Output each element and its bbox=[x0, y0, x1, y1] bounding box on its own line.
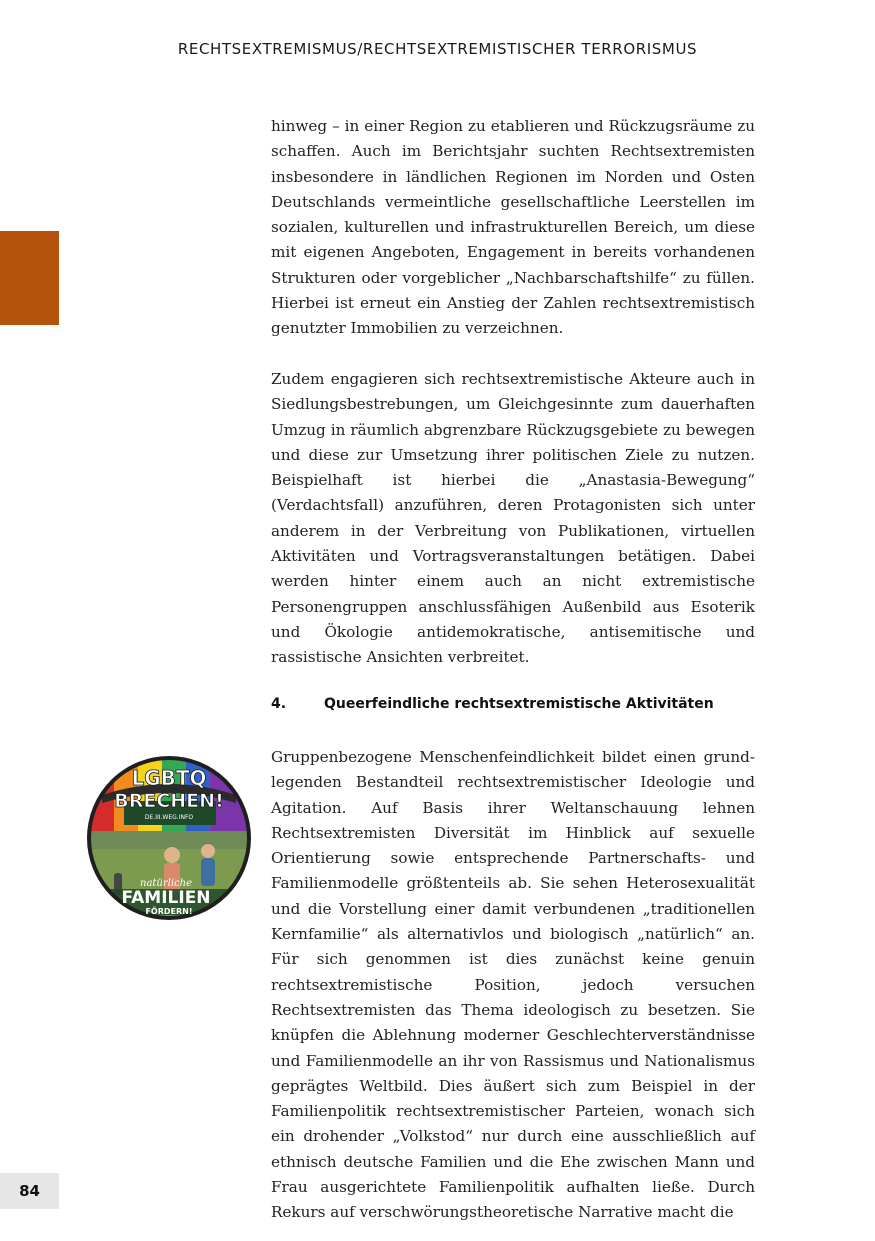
chapter-color-tab bbox=[0, 231, 59, 325]
page-number: 84 bbox=[0, 1173, 59, 1209]
sticker-line-5: FAMILIEN bbox=[121, 888, 211, 908]
sticker-line-2: BRECHEN! bbox=[114, 790, 224, 812]
sticker-line-4: natürliche bbox=[140, 878, 192, 889]
paragraph-1: hinweg – in einer Region zu etablieren und Rückzugsräume zu schaffen. Auch im Berichtsjahr suchten Rechtsextremisten insbesondere in ländlichen Regionen im Norden und Osten Deutschlands vermeintliche gesellschaftliche Leerstellen im sozialen, kulturellen und infrastrukturellen Bereich, um diese mit eigenen Angeboten, Engagement in bereits vorhandenen Strukturen oder vorgeblicher „Nachbarschaftshilfe“ zu füllen. Hierbei ist erneut ein Anstieg der Zahlen rechtsextremistisch genutzter Immobilien zu verzeichnen. bbox=[271, 117, 755, 338]
running-header: RECHTSEXTREMISMUS/RECHTSEXTREMISTISCHER TERRORISMUS bbox=[177, 40, 698, 58]
sticker-image bbox=[84, 753, 254, 923]
paragraph-2: Zudem engagieren sich rechtsextremistische Akteure auch in Siedlungsbestrebungen, um Gleichgesinnte zum dauerhaften Umzug in räumlich abgrenzbare Rückzugsgebiete zu bewegen und diese zur Umsetzung ihrer politischen Ziele zu nutzen. Beispielhaft ist hierbei die „Anastasia-Bewegung“ (Verdachtsfall) anzuführen, deren Protagonisten sich unter anderem in der Verbreitung von Publikationen, virtuellen Aktivitäten und Vortragsveranstaltungen betätigen. Dabei werden hinter einem auch an nicht extremistische Personengruppen anschlussfähigen Außenbild aus Esoterik und Ökologie antidemokratische, antisemitische und rassistische Ansichten verbreitet. bbox=[271, 370, 755, 667]
section-number: 4. bbox=[271, 696, 287, 712]
sticker-line-3: DE.III.WEG.INFO bbox=[144, 814, 194, 821]
section-heading bbox=[271, 696, 755, 712]
sticker-line-6: FÖRDERN! bbox=[145, 907, 193, 916]
section-title: Queerfeindliche rechtsextremistische Aktivitäten bbox=[324, 696, 714, 712]
paragraph-3: Gruppenbezogene Menschenfeindlichkeit bildet einen grundlegenden Bestandteil rechtsextremistischer Ideologie und Agitation. Auf Basis ihrer Weltanschauung lehnen Rechtsextremisten Diversität im Hinblick auf sexuelle Orientierung sowie entsprechende Partnerschafts- und Familienmodelle größtenteils ab. Sie sehen Heterosexualität und die Vorstellung einer damit verbundenen „traditionellen Kernfamilie“ als alternativlos und biologisch „natürlich“ an. Für sich genommen ist dies zunächst keine genuin rechtsextremistische Position, jedoch versuchen Rechtsextremisten das Thema ideologisch zu besetzen. Sie knüpfen die Ablehnung moderner Geschlechterverständnisse und Familienmodelle an ihr von Rassismus und Nationalismus geprägtes Weltbild. Dies äußert sich zum Beispiel in der Familienpolitik rechtsextremistischer Parteien, wonach sich ein drohender „Volkstod“ nur durch eine ausschließlich auf ethnisch deutsche Familien und die Ehe zwischen Mann und Frau ausgerichtete Familienpolitik aufhalten ließe. Durch Rekurs auf verschwörungstheoretische Narrative macht die bbox=[271, 748, 755, 1222]
sticker-line-1: LGBTQ bbox=[131, 766, 207, 790]
